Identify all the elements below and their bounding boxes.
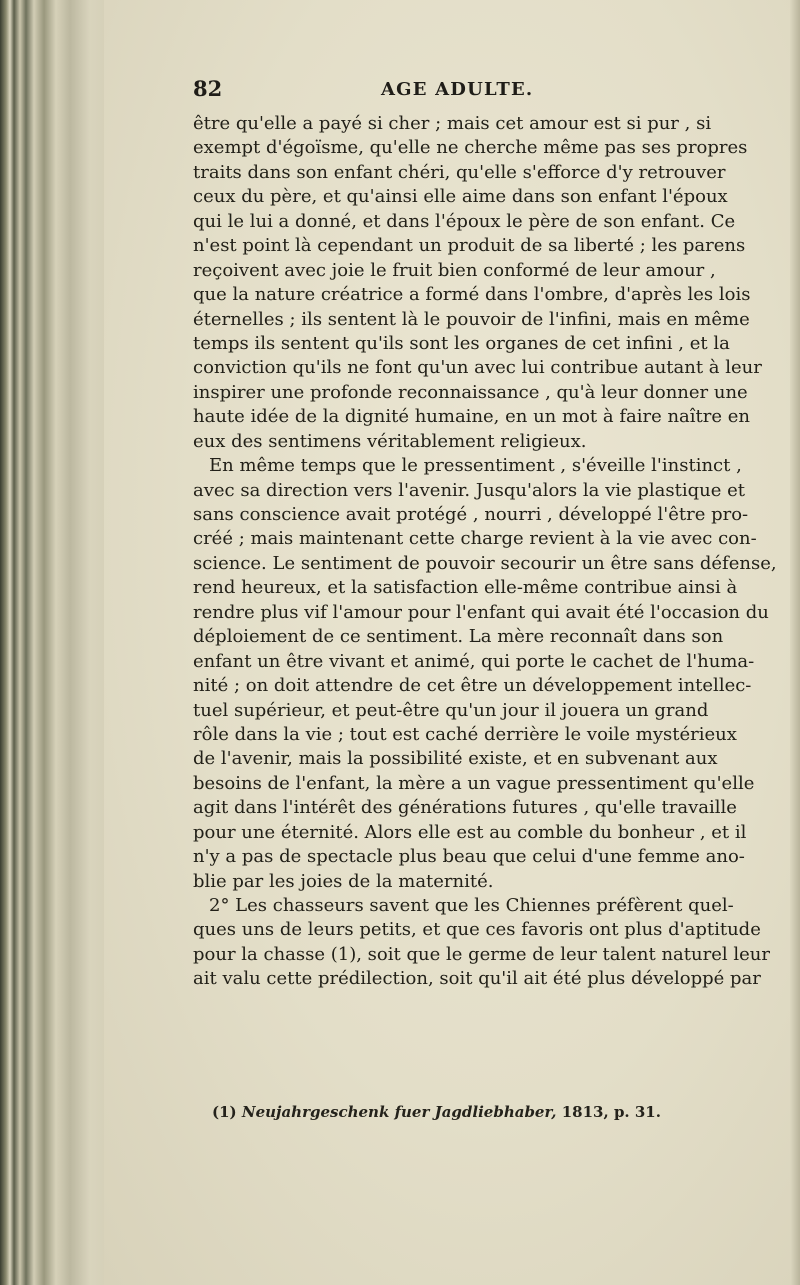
- text-line: traits dans son enfant chéri, qu'elle s'efforce d'y retrouver: [193, 161, 726, 183]
- text-line: sans conscience avait protégé , nourri , développé l'être pro-: [193, 504, 749, 525]
- paragraph-1: [193, 112, 762, 454]
- paragraph-3: [193, 894, 770, 992]
- book-binding-gutter: [0, 0, 110, 1285]
- text-line: agit dans l'intérêt des générations futures , qu'elle travaille: [193, 797, 737, 819]
- text-line: reçoivent avec joie le fruit bien conformé de leur amour ,: [193, 259, 716, 281]
- text-line: inspirer une profonde reconnaissance , qu'à leur donner une: [193, 381, 748, 403]
- text-line: avec sa direction vers l'avenir. Jusqu'alors la vie plastique et: [193, 479, 745, 501]
- footnote: [212, 1103, 661, 1121]
- paragraph-2: [193, 454, 777, 894]
- text-line: enfant un être vivant et animé, qui porte le cachet de l'huma-: [193, 650, 755, 672]
- running-title: AGE ADULTE.: [381, 79, 534, 100]
- text-line: besoins de l'enfant, la mère a un vague pressentiment qu'elle: [193, 772, 755, 794]
- page-edge: [790, 0, 800, 1285]
- text-line: nité ; on doit attendre de cet être un développement intellec-: [193, 675, 752, 697]
- text-line: n'est point là cependant un produit de sa liberté ; les parens: [193, 235, 746, 257]
- text-line: n'y a pas de spectacle plus beau que celui d'une femme ano-: [193, 846, 745, 868]
- text-line: être qu'elle a payé si cher ; mais cet amour est si pur , si: [193, 113, 712, 134]
- text-line: déploiement de ce sentiment. La mère reconnaît dans son: [193, 626, 724, 648]
- text-line: que la nature créatrice a formé dans l'ombre, d'après les lois: [193, 284, 751, 306]
- text-line: exempt d'égoïsme, qu'elle ne cherche même pas ses propres: [193, 137, 748, 159]
- text-line: temps ils sentent qu'ils sont les organes de cet infini , et la: [193, 332, 730, 354]
- text-line: 2° Les chasseurs savent que les Chiennes préfèrent quel-: [209, 895, 734, 916]
- text-line: rendre plus vif l'amour pour l'enfant qui avait été l'occasion du: [193, 601, 769, 623]
- text-line: blie par les joies de la maternité.: [193, 870, 494, 892]
- text-line: En même temps que le pressentiment , s'éveille l'instinct ,: [209, 455, 742, 477]
- text-line: de l'avenir, mais la possibilité existe, et en subvenant aux: [193, 748, 718, 770]
- text-line: rend heureux, et la satisfaction elle-même contribue ainsi à: [193, 577, 738, 599]
- text-line: créé ; mais maintenant cette charge revient à la vie avec con-: [193, 528, 757, 550]
- text-line: haute idée de la dignité humaine, en un mot à faire naître en: [193, 406, 750, 428]
- page-number: 82: [193, 76, 223, 101]
- footnote-book-title: Neujahrgeschenk fuer Jagdliebhaber,: [241, 1103, 557, 1121]
- footnote-details: 1813, p. 31.: [561, 1103, 661, 1121]
- text-line: pour une éternité. Alors elle est au comble du bonheur , et il: [193, 821, 747, 843]
- text-line: tuel supérieur, et peut-être qu'un jour il jouera un grand: [193, 699, 709, 721]
- text-line: science. Le sentiment de pouvoir secourir un être sans défense,: [193, 552, 777, 574]
- text-line: ques uns de leurs petits, et que ces favoris ont plus d'aptitude: [193, 919, 761, 941]
- text-line: rôle dans la vie ; tout est caché derrière le voile mystérieux: [193, 723, 737, 745]
- text-line: pour la chasse (1), soit que le germe de leur talent naturel leur: [193, 943, 770, 965]
- text-line: ait valu cette prédilection, soit qu'il ait été plus développé par: [193, 968, 761, 990]
- text-line: eux des sentimens véritablement religieux.: [193, 430, 587, 452]
- text-line: qui le lui a donné, et dans l'époux le père de son enfant. Ce: [193, 210, 736, 232]
- body-text: [193, 112, 777, 992]
- running-head: [193, 76, 643, 106]
- text-line: ceux du père, et qu'ainsi elle aime dans son enfant l'époux: [193, 186, 728, 208]
- footnote-marker: (1): [212, 1103, 237, 1121]
- text-line: conviction qu'ils ne font qu'un avec lui contribue autant à leur: [193, 357, 762, 379]
- text-line: éternelles ; ils sentent là le pouvoir de l'infini, mais en même: [193, 308, 750, 330]
